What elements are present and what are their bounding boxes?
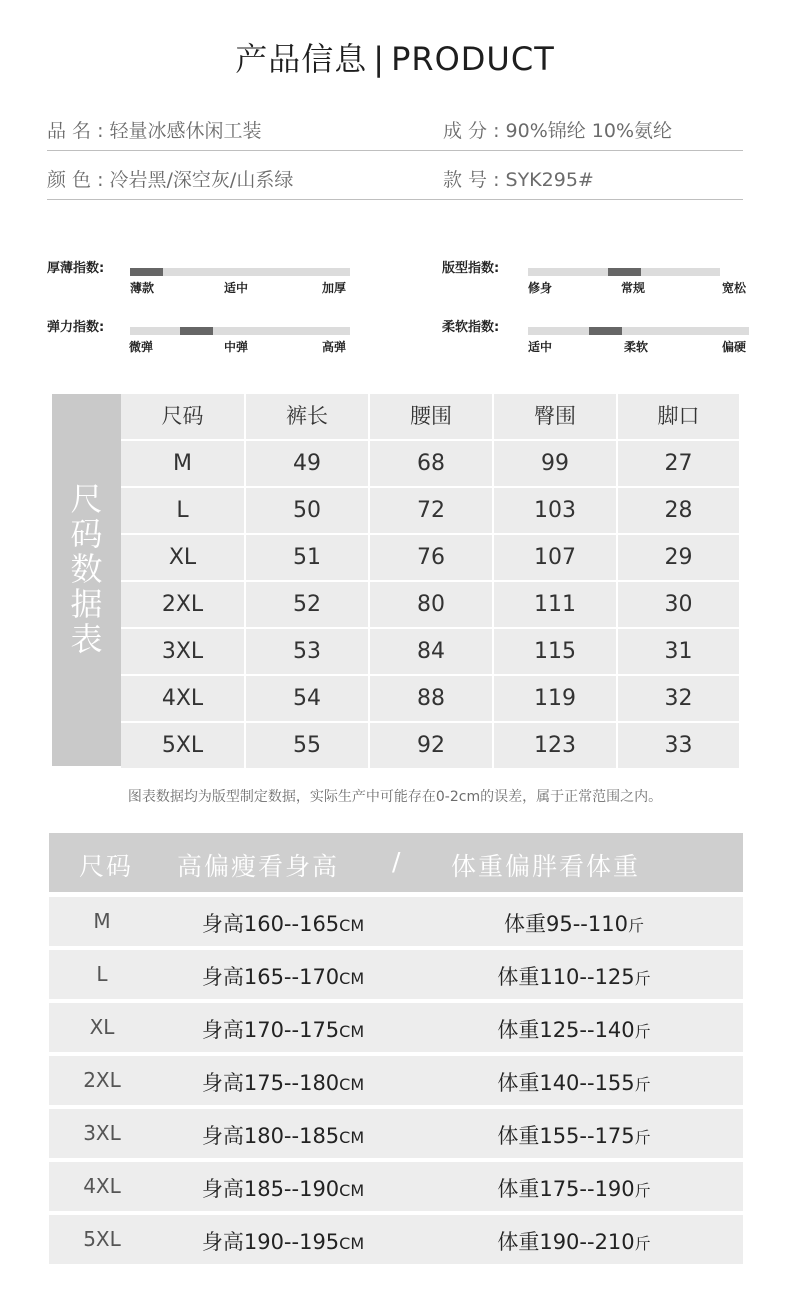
recommend-row bbox=[49, 1215, 743, 1264]
recommend-row bbox=[49, 1162, 743, 1211]
title-en: PRODUCT bbox=[391, 40, 555, 78]
index-bar bbox=[528, 268, 720, 276]
size-table-cell: 76 bbox=[370, 535, 494, 582]
size-table-row bbox=[121, 535, 741, 582]
height-range: 身高160--165 bbox=[201, 912, 340, 936]
size-table-cell: 30 bbox=[618, 582, 741, 629]
recommend-weight bbox=[489, 961, 659, 991]
page-title bbox=[0, 34, 790, 80]
recommend-size: 2XL bbox=[83, 1068, 121, 1092]
index-tick: 偏硬 bbox=[722, 340, 747, 354]
side-title-char: 表 bbox=[70, 620, 103, 658]
size-table-row bbox=[121, 441, 741, 488]
softness-index bbox=[442, 316, 762, 356]
recommend-height bbox=[195, 1014, 371, 1044]
size-table-cell: 51 bbox=[246, 535, 370, 582]
size-table-cell: 29 bbox=[618, 535, 741, 582]
recommend-size: 3XL bbox=[83, 1121, 121, 1145]
height-range: 身高190--195 bbox=[201, 1230, 340, 1254]
height-unit: CM bbox=[339, 1075, 365, 1094]
index-label: 厚薄指数: bbox=[47, 261, 105, 276]
weight-unit: 斤 bbox=[634, 1022, 651, 1041]
size-table-header-cell: 裤长 bbox=[246, 394, 370, 441]
size-table-cell: 107 bbox=[494, 535, 618, 582]
weight-range: 体重190--210 bbox=[497, 1230, 635, 1254]
size-table-header-cell: 腰围 bbox=[370, 394, 494, 441]
weight-range: 体重140--155 bbox=[497, 1071, 635, 1095]
recommend-size: XL bbox=[89, 1015, 115, 1039]
side-title-char: 码 bbox=[70, 515, 103, 553]
title-separator: | bbox=[373, 40, 386, 78]
size-table-cell: 111 bbox=[494, 582, 618, 629]
weight-range: 体重155--175 bbox=[497, 1124, 635, 1148]
index-tick: 薄款 bbox=[130, 281, 155, 295]
fit-index bbox=[442, 257, 762, 297]
weight-unit: 斤 bbox=[634, 969, 651, 988]
size-table-header-cell: 尺码 bbox=[121, 394, 246, 441]
recommend-header-size: 尺码 bbox=[79, 852, 134, 881]
info-row-1 bbox=[47, 110, 743, 151]
size-table-cell: 99 bbox=[494, 441, 618, 488]
recommend-weight bbox=[489, 1067, 659, 1097]
weight-range: 体重175--190 bbox=[497, 1177, 635, 1201]
size-table-cell: 84 bbox=[370, 629, 494, 676]
recommend-height bbox=[195, 1067, 371, 1097]
recommend-header-slash: / bbox=[392, 847, 403, 876]
index-level bbox=[180, 327, 213, 335]
index-tick: 宽松 bbox=[722, 281, 747, 295]
title-cn: 产品信息 bbox=[235, 40, 368, 78]
size-table-row bbox=[121, 488, 741, 535]
recommend-row bbox=[49, 1003, 743, 1052]
size-table-cell: 55 bbox=[246, 723, 370, 770]
index-tick: 适中 bbox=[224, 281, 249, 295]
index-tick: 适中 bbox=[528, 340, 553, 354]
product-style-number: 款 号 : SYK295# bbox=[443, 169, 594, 191]
size-table-cell: L bbox=[121, 488, 246, 535]
weight-unit: 斤 bbox=[634, 1128, 651, 1147]
size-table-cell: 2XL bbox=[121, 582, 246, 629]
recommend-height bbox=[195, 1173, 371, 1203]
size-table-cell: 49 bbox=[246, 441, 370, 488]
recommend-weight bbox=[489, 908, 659, 938]
recommend-row bbox=[49, 950, 743, 999]
height-unit: CM bbox=[339, 1234, 365, 1253]
product-composition: 成 分 : 90%锦纶 10%氨纶 bbox=[443, 120, 673, 142]
size-table-cell: 115 bbox=[494, 629, 618, 676]
size-table-header-cell: 脚口 bbox=[618, 394, 741, 441]
recommend-header-heavy: 体重偏胖看体重 bbox=[451, 852, 641, 881]
index-tick: 加厚 bbox=[322, 281, 347, 295]
recommend-size: M bbox=[93, 909, 111, 933]
side-title-char: 数 bbox=[70, 550, 103, 588]
recommend-height bbox=[195, 908, 371, 938]
height-unit: CM bbox=[339, 1022, 365, 1041]
side-title-char: 尺 bbox=[70, 480, 103, 518]
size-table-cell: 3XL bbox=[121, 629, 246, 676]
thickness-index bbox=[47, 257, 367, 297]
size-table-cell: 80 bbox=[370, 582, 494, 629]
size-table-row bbox=[121, 582, 741, 629]
size-table-side-title bbox=[52, 394, 121, 766]
index-tick: 中弹 bbox=[224, 340, 249, 354]
product-name: 品 名 : 轻量冰感休闲工装 bbox=[47, 120, 262, 142]
recommend-size: 5XL bbox=[83, 1227, 121, 1251]
weight-range: 体重125--140 bbox=[497, 1018, 635, 1042]
elasticity-index bbox=[47, 316, 367, 356]
size-table-cell: 53 bbox=[246, 629, 370, 676]
size-table-header-row bbox=[121, 394, 741, 441]
recommend-size: L bbox=[96, 962, 108, 986]
index-tick: 柔软 bbox=[624, 340, 649, 354]
index-tick: 常规 bbox=[621, 281, 646, 295]
size-table-cell: XL bbox=[121, 535, 246, 582]
recommend-table-header bbox=[49, 833, 743, 892]
size-table-cell: 28 bbox=[618, 488, 741, 535]
weight-range: 体重95--110 bbox=[504, 912, 628, 936]
recommend-weight bbox=[489, 1120, 659, 1150]
size-table-cell: 5XL bbox=[121, 723, 246, 770]
index-bar bbox=[528, 327, 749, 335]
weight-unit: 斤 bbox=[627, 916, 644, 935]
size-table-cell: 52 bbox=[246, 582, 370, 629]
size-table-cell: 92 bbox=[370, 723, 494, 770]
height-unit: CM bbox=[339, 1128, 365, 1147]
index-tick: 微弹 bbox=[129, 340, 154, 354]
side-title-char: 据 bbox=[70, 585, 103, 623]
index-level bbox=[130, 268, 163, 276]
height-range: 身高185--190 bbox=[201, 1177, 340, 1201]
height-unit: CM bbox=[339, 916, 365, 935]
index-bar bbox=[130, 327, 350, 335]
size-table-cell: 4XL bbox=[121, 676, 246, 723]
size-table-cell: 54 bbox=[246, 676, 370, 723]
size-table-cell: 68 bbox=[370, 441, 494, 488]
weight-range: 体重110--125 bbox=[497, 965, 635, 989]
index-label: 版型指数: bbox=[442, 261, 500, 276]
index-tick: 高弹 bbox=[322, 340, 347, 354]
recommend-height bbox=[195, 1120, 371, 1150]
size-table-cell: 88 bbox=[370, 676, 494, 723]
size-table-cell: 50 bbox=[246, 488, 370, 535]
recommend-height bbox=[195, 1226, 371, 1256]
size-table-row bbox=[121, 723, 741, 770]
size-table-cell: 103 bbox=[494, 488, 618, 535]
height-unit: CM bbox=[339, 1181, 365, 1200]
size-table-cell: 123 bbox=[494, 723, 618, 770]
size-table-cell: 31 bbox=[618, 629, 741, 676]
height-range: 身高180--185 bbox=[201, 1124, 340, 1148]
recommend-weight bbox=[489, 1014, 659, 1044]
recommend-size: 4XL bbox=[83, 1174, 121, 1198]
size-table-note: 图表数据均为版型制定数据，实际生产中可能存在0-2cm的误差，属于正常范围之内。 bbox=[127, 789, 663, 805]
size-table-cell: M bbox=[121, 441, 246, 488]
size-table-cell: 72 bbox=[370, 488, 494, 535]
index-tick: 修身 bbox=[528, 281, 553, 295]
recommend-row bbox=[49, 897, 743, 946]
weight-unit: 斤 bbox=[634, 1181, 651, 1200]
index-label: 弹力指数: bbox=[47, 320, 105, 335]
size-table-header-cell: 臀围 bbox=[494, 394, 618, 441]
size-table-cell: 27 bbox=[618, 441, 741, 488]
size-table-cell: 32 bbox=[618, 676, 741, 723]
weight-unit: 斤 bbox=[634, 1075, 651, 1094]
recommend-weight bbox=[489, 1226, 659, 1256]
height-range: 身高170--175 bbox=[201, 1018, 340, 1042]
height-range: 身高175--180 bbox=[201, 1071, 340, 1095]
height-range: 身高165--170 bbox=[201, 965, 340, 989]
recommend-header-tall: 高偏瘦看身高 bbox=[177, 852, 340, 881]
size-table-cell: 33 bbox=[618, 723, 741, 770]
recommend-weight bbox=[489, 1173, 659, 1203]
index-level bbox=[589, 327, 622, 335]
size-data-table bbox=[52, 394, 741, 766]
recommend-height bbox=[195, 961, 371, 991]
recommend-row bbox=[49, 1056, 743, 1105]
size-table-row bbox=[121, 676, 741, 723]
info-row-2 bbox=[47, 159, 743, 200]
size-table-row bbox=[121, 629, 741, 676]
index-level bbox=[608, 268, 641, 276]
recommend-row bbox=[49, 1109, 743, 1158]
index-label: 柔软指数: bbox=[442, 320, 500, 335]
weight-unit: 斤 bbox=[634, 1234, 651, 1253]
product-color: 颜 色 : 冷岩黑/深空灰/山系绿 bbox=[47, 169, 294, 191]
height-unit: CM bbox=[339, 969, 365, 988]
index-bar bbox=[130, 268, 350, 276]
size-table-cell: 119 bbox=[494, 676, 618, 723]
